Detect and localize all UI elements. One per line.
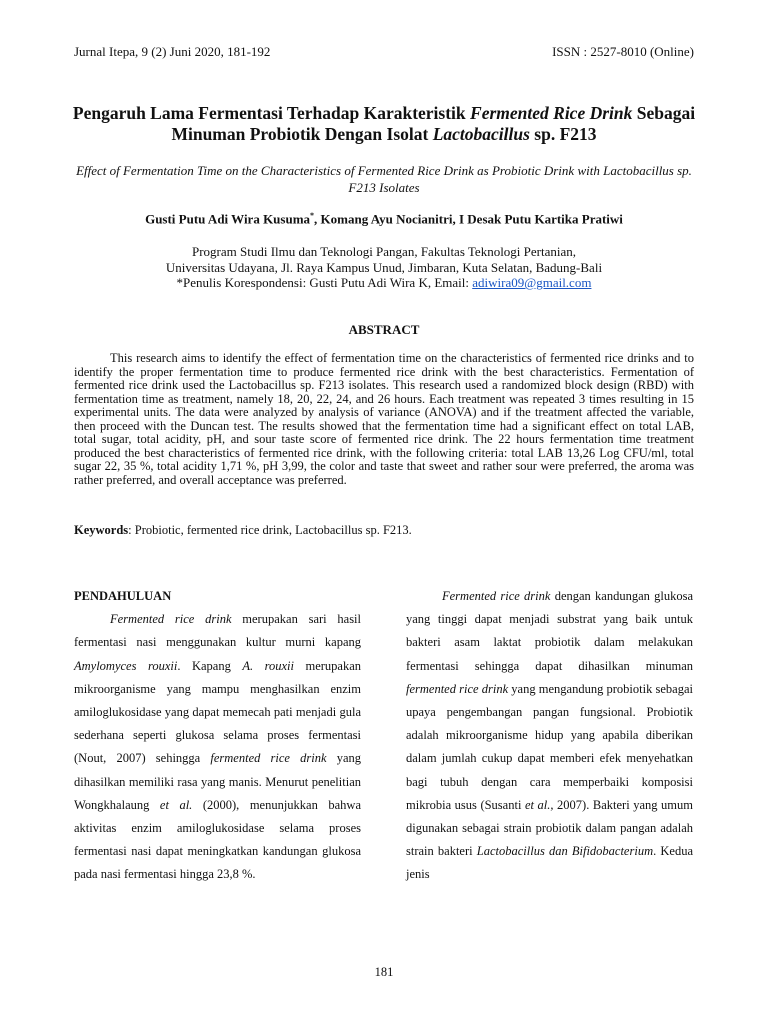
- keywords: Keywords: Probiotic, fermented rice drink, Lactobacillus sp. F213.: [74, 523, 412, 537]
- intro-paragraph-1: Fermented rice drink merupakan sari hasil fermentasi nasi menggunakan kultur murni kapang Amylomyces rouxii. Kapang A. rouxii merupakan mikroorganisme yang mampu menghasilkan enzim amiloglukosidase yang dapat memecah pati menjadi gula sederhana seperti glukosa selama proses fermentasi (Nout, 2007) sehingga fermented rice drink yang dihasilkan memiliki rasa yang manis. Menurut penelitian Wongkhalaung et al. (2000), menunjukkan bahwa aktivitas enzim amiloglukosidase selama proses fermentasi nasi dapat meningkatkan kandungan glukosa pada nasi fermentasi hingga 23,8 %.: [74, 612, 362, 882]
- right-column: [406, 585, 693, 887]
- page-number: 181: [374, 965, 394, 979]
- issn-header: ISSN : 2527-8010 (Online): [552, 44, 694, 59]
- abstract-heading: ABSTRACT: [348, 322, 420, 337]
- paper-title: Pengaruh Lama Fermentasi Terhadap Karakteristik Fermented Rice Drink Sebagai Minuman Probiotik Dengan Isolat Lactobacillus sp. F213: [72, 103, 696, 144]
- affiliation-line-2: Universitas Udayana, Jl. Raya Kampus Unud, Jimbaran, Kuta Selatan, Badung-Bali: [165, 259, 603, 275]
- intro-paragraph-2: Fermented rice drink dengan kandungan glukosa yang tinggi dapat menjadi substrat yang baik untuk bakteri asam laktat probiotik dalam melakukan fermentasi sehingga dapat dihasilkan minuman fermented rice drink yang mengandung probiotik sebagai upaya pengembangan pangan fungsional. Probiotik adalah mikroorganisme hidup yang apabila diberikan dalam jumlah cukup dapat memberi efek menyehatkan bagi tubuh dengan cara memperbaiki komposisi mikrobia usus (Susanti et al., 2007). Bakteri yang umum digunakan sebagai strain probiotik dalam pangan adalah strain bakteri Lactobacillus dan Bifidobacterium. Kedua jenis: [406, 589, 694, 882]
- left-column: [74, 585, 361, 887]
- abstract-body: This research aims to identify the effect of fermentation time on the characteristics of fermented rice drinks and to identify the proper fermentation time to produce fermented rice drink with the best characteristics. Fermentation of fermented rice drink used the Lactobacillus sp. F213 isolates. This research used a randomized block design (RBD) with fermentation time as treatment, namely 18, 20, 22, 24, and 26 hours. Each treatment was repeated 3 times resulting in 15 experimental units. The data were analyzed by analysis of variance (ANOVA) and if the treatment affected the variable, then proceed with the Duncan test. The results showed that the fermentation time had a significant effect on total LAB, total sugar, total acidity, pH, and sour taste score of fermented rice drink. The 22 hours fermentation time treatment produced the best characteristics of fermented rice drink, with the following criteria: total LAB 13,26 Log CFU/ml, total sugar 22, 35 %, total acidity 1,71 %, pH 3,99, the color and taste that sweet and rather sour were preferred, the aroma was rather preferred, and overall acceptance was preferred.: [74, 351, 694, 487]
- email-link[interactable]: adiwira09@gmail.com: [472, 275, 592, 290]
- correspondence-line: *Penulis Korespondensi: Gusti Putu Adi Wira K, Email: adiwira09@gmail.com: [176, 275, 592, 290]
- section-heading: PENDAHULUAN: [74, 589, 172, 603]
- affiliation: [60, 244, 708, 291]
- author-list: Gusti Putu Adi Wira Kusuma*, Komang Ayu Nocianitri, I Desak Putu Kartika Pratiwi: [145, 211, 623, 227]
- affiliation-line-1: Program Studi Ilmu dan Teknologi Pangan, Fakultas Teknologi Pertanian,: [191, 244, 577, 259]
- english-title: Effect of Fermentation Time on the Characteristics of Fermented Rice Drink as Probiotic Drink with Lactobacillus sp. F213 Isolates: [76, 163, 692, 195]
- journal-header: Jurnal Itepa, 9 (2) Juni 2020, 181-192: [74, 44, 271, 59]
